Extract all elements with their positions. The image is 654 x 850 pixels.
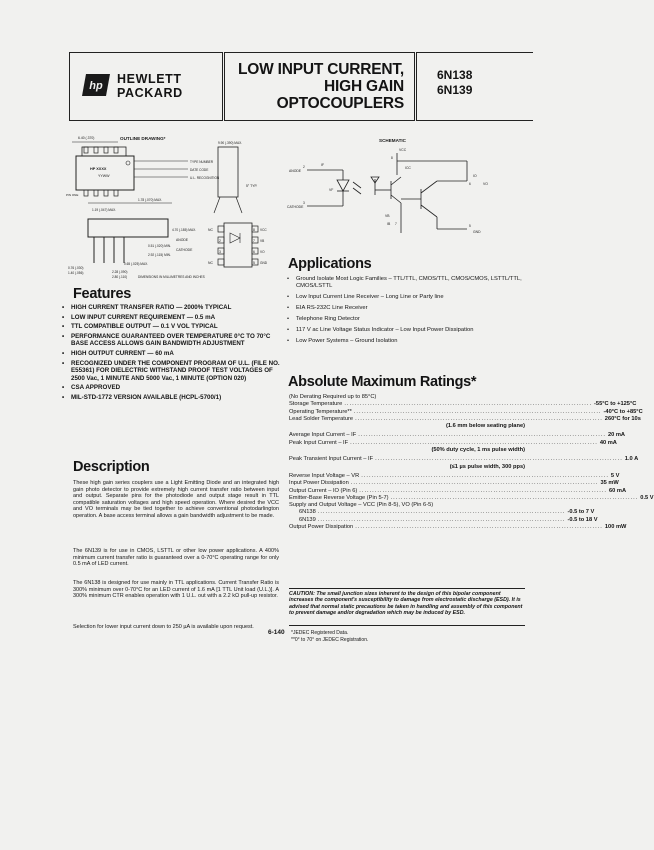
schematic-title: SCHEMATIC bbox=[379, 138, 406, 143]
features-list bbox=[61, 304, 283, 404]
description-paragraph-1: These high gain series couplers use a Light Emitting Diode and an integrated high gain photo detector to provide extremely high current transfer ratio between input and output. Separate pins for the photodiode and output stage result in TTL compatible saturation voltages and high speed operation. Where desired the VCC and VO terminals may be tied together to achieve conventional photodarlington operation. A base access terminal allows a gain bandwidth adjustment to be made. bbox=[73, 480, 279, 519]
applications-list bbox=[286, 276, 526, 349]
application-item: • EIA RS-232C Line Receiver bbox=[286, 305, 526, 312]
brand-name-line2: PACKARD bbox=[117, 86, 183, 100]
outline-date-code: DATE CODE bbox=[190, 168, 209, 172]
ratings-row bbox=[289, 494, 654, 502]
schematic-pin-5: 5 bbox=[469, 224, 471, 228]
schematic-pin-3: 3 bbox=[303, 201, 305, 205]
ratings-value: 100 mW bbox=[604, 524, 627, 531]
outline-dim-height: 4.70 (.185) MAX. bbox=[172, 228, 197, 232]
ratings-label: Reverse Input Voltage – VR bbox=[289, 472, 360, 479]
outline-dim-width: 1.78 (.070) MAX. bbox=[138, 198, 163, 202]
schematic-gnd: GND bbox=[473, 230, 481, 234]
outline-pin-one: PIN ONE bbox=[66, 193, 79, 197]
feature-item: • CSA APPROVED bbox=[61, 384, 283, 392]
outline-type-number: TYPE NUMBER bbox=[190, 160, 214, 164]
schematic-vb: VB bbox=[385, 214, 390, 218]
schematic-pin-7: 7 bbox=[395, 222, 397, 226]
application-item: • Telephone Ring Detector bbox=[286, 316, 526, 323]
ratings-row bbox=[289, 524, 627, 531]
application-item: • 117 V ac Line Voltage Status Indicator – Low Input Power Dissipation bbox=[286, 327, 526, 334]
outline-dim-g: 1.40 (.056) bbox=[68, 271, 84, 275]
outline-dim-top: 6.40 (.370) bbox=[78, 136, 95, 140]
ratings-value: -40°C to +85°C bbox=[603, 408, 643, 415]
ratings-table bbox=[289, 394, 654, 531]
part-number-1: 6N138 bbox=[437, 68, 473, 82]
outline-hp-mark: HP XXXX bbox=[90, 167, 107, 171]
features-heading: Features bbox=[73, 286, 132, 302]
schematic-io: IO bbox=[473, 174, 477, 178]
ratings-row bbox=[289, 480, 619, 487]
feature-item: • HIGH OUTPUT CURRENT — 60 mA bbox=[61, 350, 283, 358]
ratings-value: 5 V bbox=[610, 472, 620, 479]
ratings-note: (1.6 mm below seating plane) bbox=[445, 423, 525, 430]
outline-dim-e: 2.80 (.110) bbox=[112, 275, 128, 279]
description-paragraph-3: The 6N138 is designed for use mainly in TTL applications. Current Transfer Ratio is 300% minimum over 0-70°C for an LED current of 1.6 mA [1 TTL Unit load (U.L.)]. A 300% minimum CTR enables operation with 1 U.L. out with a 2.2 kΩ pull-up resistor. bbox=[73, 580, 279, 600]
outline-dim-a: 0.51 (.020) MIN. bbox=[148, 244, 172, 248]
outline-pin-right-2: 7 bbox=[253, 239, 255, 243]
schematic-cathode: CATHODE bbox=[287, 205, 304, 209]
ratings-note-left: Supply and Output Voltage – VCC (Pin 8-5), VO (Pin 6-5) bbox=[289, 502, 434, 509]
hp-logo-icon bbox=[81, 73, 111, 97]
outline-dim-top2: 9.90 (.390) MAX. bbox=[218, 141, 243, 145]
ratings-row bbox=[289, 432, 626, 439]
schematic-pin-8: 8 bbox=[391, 156, 393, 160]
feature-item: • RECOGNIZED UNDER THE COMPONENT PROGRAM OF U.L. (FILE NO. E55361) FOR DIELECTRIC WITHSTAND PROOF TEST VOLTAGES OF 2500 Vac, 1 MINUTE AND 5000 Vac, 1 MINUTE (OPTION 020) bbox=[61, 360, 283, 383]
outline-dimensions-note: DIMENSIONS IN MILLIMETRES AND INCHES bbox=[138, 275, 205, 279]
outline-ul-recognition: U.L. RECOGNITION bbox=[190, 176, 220, 180]
schematic-ib: IB bbox=[387, 222, 391, 226]
ratings-note: (≤1 µs pulse width, 300 pps) bbox=[449, 463, 525, 470]
ratings-heading: Absolute Maximum Ratings* bbox=[288, 374, 477, 390]
schematic-diagram bbox=[287, 133, 535, 241]
ratings-label: Output Power Dissipation bbox=[289, 524, 354, 531]
schematic-pin-6: 6 bbox=[469, 182, 471, 186]
application-item: • Ground Isolate Most Logic Families – TTL/TTL, CMOS/TTL, CMOS/CMOS, LSTTL/TTL, CMOS/LSTTL bbox=[286, 276, 526, 291]
schematic-anode: ANODE bbox=[289, 169, 302, 173]
ratings-row bbox=[289, 456, 639, 463]
outline-dim-b: 2.92 (.115) MIN. bbox=[148, 253, 171, 257]
schematic-vo: VO bbox=[483, 182, 488, 186]
ratings-label: Emitter-Base Reverse Voltage (Pin 5-7) bbox=[289, 494, 389, 501]
outline-pin-label-vb: VB bbox=[260, 239, 265, 243]
ratings-value: 260°C for 10s bbox=[604, 415, 641, 422]
outline-pin-label-gnd: GND bbox=[260, 261, 268, 265]
applications-heading: Applications bbox=[288, 256, 372, 272]
ratings-subheading: (No Derating Required up to 85°C) bbox=[289, 394, 377, 400]
brand-name-line1: HEWLETT bbox=[117, 72, 182, 86]
ratings-row bbox=[289, 408, 643, 416]
description-paragraph-4: Selection for lower input current down to 250 µA is available upon request. bbox=[73, 624, 254, 630]
schematic-icc: ICC bbox=[405, 166, 411, 170]
feature-item: • PERFORMANCE GUARANTEED OVER TEMPERATURE 0°C TO 70°C BASE ACCESS ALLOWS GAIN BANDWIDTH ADJUSTMENT bbox=[61, 333, 283, 348]
caution-rule bbox=[289, 588, 525, 589]
outline-pin-label-vcc: VCC bbox=[260, 228, 267, 232]
ratings-value: -55°C to +125°C bbox=[594, 401, 637, 408]
caution-text: CAUTION: The small junction sizes inherent to the design of this bipolar component increases the component's susceptibility to damage from electrostatic discharge (ESD). It is advised that normal static precautions be taken in handling and assembly of this component to prevent damage and/or degradation which may be induced by ESD. bbox=[289, 591, 523, 617]
ratings-value: -0.5 to 18 V bbox=[567, 516, 598, 523]
application-item: • Low Input Current Line Receiver – Long Line or Party line bbox=[286, 294, 526, 301]
page-number: 6-140 bbox=[268, 629, 285, 636]
outline-anode: ANODE bbox=[176, 238, 189, 242]
ratings-label: Average Input Current – IF bbox=[289, 432, 357, 439]
description-paragraph-2: The 6N139 is for use in CMOS, LSTTL or other low power applications. A 400% minimum current transfer ratio is guaranteed over a 0-70°C operating range for only 0.5 mA of LED current. bbox=[73, 548, 279, 568]
ratings-value: 20 mA bbox=[607, 432, 626, 439]
outline-pin-label-vo: VO bbox=[260, 250, 265, 254]
feature-item: • MIL-STD-1772 VERSION AVAILABLE (HCPL-5700/1) bbox=[61, 394, 283, 402]
outline-pin-left-2: 2 bbox=[219, 239, 221, 243]
outline-pin-left-3: 3 bbox=[219, 250, 221, 254]
ratings-row bbox=[289, 415, 641, 423]
ratings-row bbox=[289, 439, 617, 447]
ratings-value: 60 mA bbox=[608, 487, 627, 494]
application-item: • Low Power Systems – Ground Isolation bbox=[286, 338, 526, 345]
outline-dim-f: 0.76 (.030) bbox=[68, 266, 84, 270]
ratings-label: Peak Transient Input Current – IF bbox=[289, 456, 374, 463]
ratings-row bbox=[289, 509, 595, 516]
ratings-label: Lead Solder Temperature bbox=[289, 415, 354, 422]
title-line-3: OPTOCOUPLERS bbox=[276, 95, 404, 112]
caution-rule-bottom bbox=[289, 625, 525, 626]
header-part-box bbox=[416, 52, 533, 121]
ratings-row bbox=[289, 472, 620, 480]
ratings-label: 6N139 bbox=[299, 516, 316, 523]
outline-dim-lead: 1.19 (.047) MAX. bbox=[92, 208, 117, 212]
ratings-label: Output Current – IO (Pin 6) bbox=[289, 487, 358, 494]
feature-item: • TTL COMPATIBLE OUTPUT — 0.1 V VOL TYPICAL bbox=[61, 323, 283, 331]
hp-logo-mark: hp bbox=[89, 80, 103, 92]
ratings-value: 35 mW bbox=[600, 480, 619, 487]
schematic-pin-2: 2 bbox=[303, 165, 305, 169]
ratings-label: Storage Temperature bbox=[289, 401, 343, 408]
page-title bbox=[228, 61, 404, 112]
ratings-label: Operating Temperature** bbox=[289, 408, 352, 415]
ratings-label: Input Power Dissipation bbox=[289, 480, 349, 487]
feature-item: • HIGH CURRENT TRANSFER RATIO — 2000% TYPICAL bbox=[61, 304, 283, 312]
ratings-value: -0.5 to 7 V bbox=[567, 509, 595, 516]
schematic-if: IF bbox=[321, 163, 325, 167]
footnote-temp: **0° to 70° on JEDEC Registration. bbox=[291, 637, 369, 643]
ratings-value: 40 mA bbox=[599, 439, 617, 446]
outline-title: OUTLINE DRAWING* bbox=[120, 136, 166, 141]
ratings-row bbox=[289, 516, 598, 524]
outline-pin-right-1: 8 bbox=[253, 228, 255, 232]
outline-pin-left-4: NC bbox=[208, 261, 213, 265]
ratings-row bbox=[289, 401, 637, 408]
outline-cathode: CATHODE bbox=[176, 248, 193, 252]
ratings-value: 1.0 A bbox=[624, 456, 639, 463]
outline-yyww: YYWW bbox=[98, 174, 110, 178]
schematic-vf: VF bbox=[329, 188, 334, 192]
outline-pin-left-1: NC bbox=[208, 228, 213, 232]
ratings-row bbox=[289, 487, 627, 495]
outline-pin-right-3: 6 bbox=[253, 250, 255, 254]
outline-pin-right-4: 5 bbox=[253, 261, 255, 265]
footnote-jedec: *JEDEC Registered Data. bbox=[291, 630, 349, 636]
outline-seating: 5° TYP. bbox=[246, 184, 258, 188]
outline-dim-c: 0.65 (.025) MAX. bbox=[124, 262, 149, 266]
feature-item: • LOW INPUT CURRENT REQUIREMENT — 0.5 mA bbox=[61, 314, 283, 322]
schematic-vcc: VCC bbox=[399, 148, 407, 152]
ratings-note: (50% duty cycle, 1 ms pulse width) bbox=[431, 447, 525, 454]
outline-dim-d: 2.28 (.090) bbox=[112, 270, 128, 274]
ratings-label: 6N138 bbox=[299, 509, 316, 516]
title-line-2: HIGH GAIN bbox=[323, 78, 404, 95]
ratings-value: 0.5 V bbox=[640, 494, 654, 501]
ratings-label: Peak Input Current – IF bbox=[289, 439, 349, 446]
title-line-1: LOW INPUT CURRENT, bbox=[237, 61, 404, 78]
description-heading: Description bbox=[73, 459, 150, 475]
outline-drawing bbox=[68, 133, 282, 285]
part-number-2: 6N139 bbox=[437, 83, 473, 97]
